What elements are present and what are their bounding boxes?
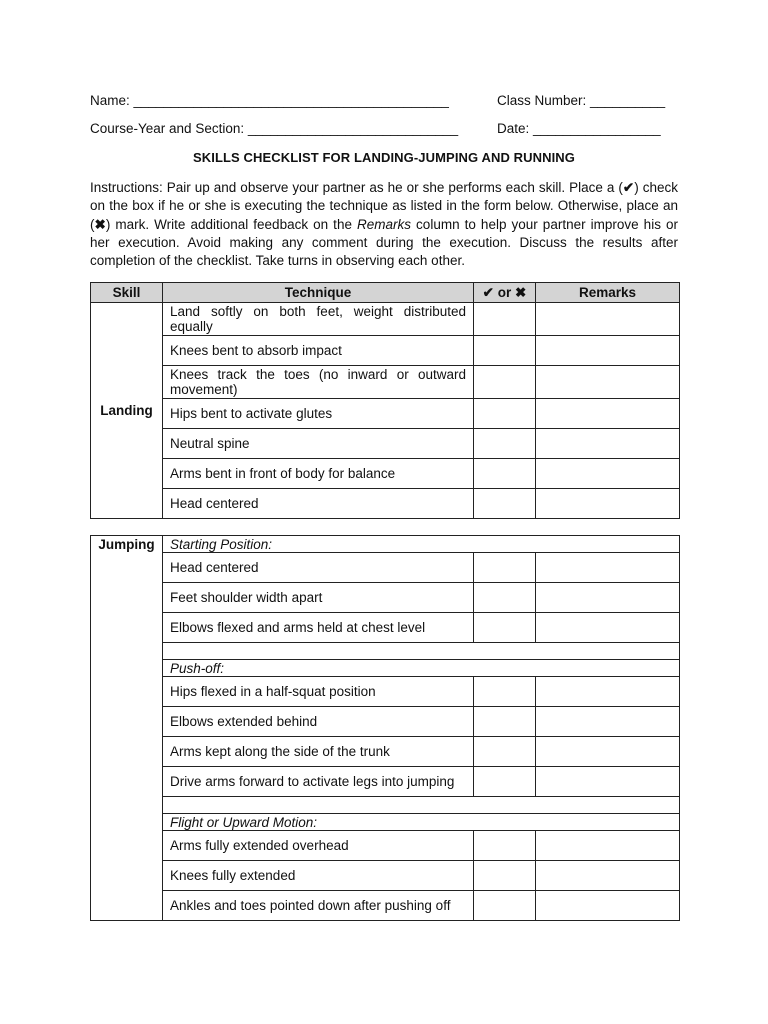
table-row [91,336,680,366]
technique-cell: Elbows flexed and arms held at chest level [163,613,474,643]
technique-header: Technique [163,283,474,303]
technique-cell: Hips bent to activate glutes [163,399,474,429]
remarks-cell[interactable] [536,677,680,707]
skill-jumping: Jumping [91,536,163,921]
table-header-row [91,283,680,303]
remarks-cell[interactable] [536,399,680,429]
remarks-cell[interactable] [536,459,680,489]
section-label-row [91,814,680,831]
remarks-cell[interactable] [536,553,680,583]
technique-cell: Arms fully extended overhead [163,831,474,861]
section-label-starting-position: Starting Position: [163,536,680,553]
cross-icon: ✖ [515,284,527,300]
table-row [91,613,680,643]
instructions-text-3: ) mark. Write additional feedback on the [105,216,357,232]
table-row [91,677,680,707]
table-row [91,737,680,767]
table-row [91,459,680,489]
section-label-row [91,536,680,553]
check-cell[interactable] [474,737,536,767]
date-field[interactable]: Date: _________________ [497,121,661,136]
remarks-header: Remarks [536,283,680,303]
instructions-text-2: ) check on the box if he or she is executing the technique as listed in the form below. Otherwise, place an ( [90,180,678,232]
technique-cell: Neutral spine [163,429,474,459]
instructions-text-4: column to help your partner improve his or her execution. Avoid making any comment during the execution. Discuss the results after completion of the checklist. Take turns in observing each other. [90,216,678,269]
instructions [90,179,678,270]
table-row [91,891,680,921]
table-row [91,366,680,399]
remarks-cell[interactable] [536,303,680,336]
remarks-cell[interactable] [536,583,680,613]
check-cell[interactable] [474,861,536,891]
table-row [91,553,680,583]
technique-cell: Knees fully extended [163,861,474,891]
check-cell[interactable] [474,831,536,861]
table-row [91,831,680,861]
check-icon: ✔ [482,284,494,300]
spacer-row [91,643,680,660]
technique-cell: Arms kept along the side of the trunk [163,737,474,767]
technique-cell: Hips flexed in a half-squat position [163,677,474,707]
table-row [91,303,680,336]
remarks-cell[interactable] [536,336,680,366]
technique-cell: Elbows extended behind [163,707,474,737]
check-cell[interactable] [474,767,536,797]
check-cell[interactable] [474,583,536,613]
check-cell[interactable] [474,303,536,336]
table-row [91,583,680,613]
spacer-cell [163,643,680,660]
spacer-row [91,797,680,814]
instructions-text-1: Instructions: Pair up and observe your partner as he or she performs each skill. Place a ( [90,180,623,195]
cross-icon: ✖ [94,216,106,232]
technique-cell: Arms bent in front of body for balance [163,459,474,489]
table-row [91,489,680,519]
table-row [91,429,680,459]
technique-cell: Head centered [163,553,474,583]
technique-cell: Drive arms forward to activate legs into jumping [163,767,474,797]
spacer-cell [163,797,680,814]
check-cell[interactable] [474,553,536,583]
class-number-field[interactable]: Class Number: __________ [497,93,666,108]
remarks-cell[interactable] [536,707,680,737]
remarks-word: Remarks [357,216,412,232]
remarks-cell[interactable] [536,737,680,767]
remarks-cell[interactable] [536,489,680,519]
check-icon: ✔ [622,180,635,195]
section-label-flight: Flight or Upward Motion: [163,814,680,831]
name-field[interactable]: Name: __________________________________________ [90,93,449,108]
remarks-cell[interactable] [536,767,680,797]
remarks-cell[interactable] [536,429,680,459]
skill-landing: Landing [91,303,163,519]
remarks-cell[interactable] [536,891,680,921]
check-cell[interactable] [474,613,536,643]
check-cell[interactable] [474,366,536,399]
check-cell[interactable] [474,429,536,459]
check-cell[interactable] [474,399,536,429]
technique-cell: Feet shoulder width apart [163,583,474,613]
skill-header: Skill [91,283,163,303]
technique-cell: Ankles and toes pointed down after pushing off [163,891,474,921]
technique-cell: Knees bent to absorb impact [163,336,474,366]
course-year-section-field[interactable]: Course-Year and Section: ____________________________ [90,121,459,136]
check-cell[interactable] [474,489,536,519]
remarks-cell[interactable] [536,613,680,643]
technique-cell: Head centered [163,489,474,519]
section-label-row [91,660,680,677]
technique-cell: Knees track the toes (no inward or outward movement) [163,366,474,399]
check-cell[interactable] [474,707,536,737]
check-cell[interactable] [474,891,536,921]
check-cell[interactable] [474,677,536,707]
check-cell[interactable] [474,459,536,489]
table-row [91,707,680,737]
technique-cell: Land softly on both feet, weight distributed equally [163,303,474,336]
check-or-cross-header: ✔ or ✖ [474,283,536,303]
jumping-table [90,535,680,921]
page-title: SKILLS CHECKLIST FOR LANDING-JUMPING AND RUNNING [192,150,576,165]
remarks-cell[interactable] [536,861,680,891]
table-row [91,861,680,891]
table-row [91,767,680,797]
remarks-cell[interactable] [536,366,680,399]
table-row [91,399,680,429]
remarks-cell[interactable] [536,831,680,861]
section-label-push-off: Push-off: [163,660,680,677]
check-cell[interactable] [474,336,536,366]
landing-table [90,282,680,519]
